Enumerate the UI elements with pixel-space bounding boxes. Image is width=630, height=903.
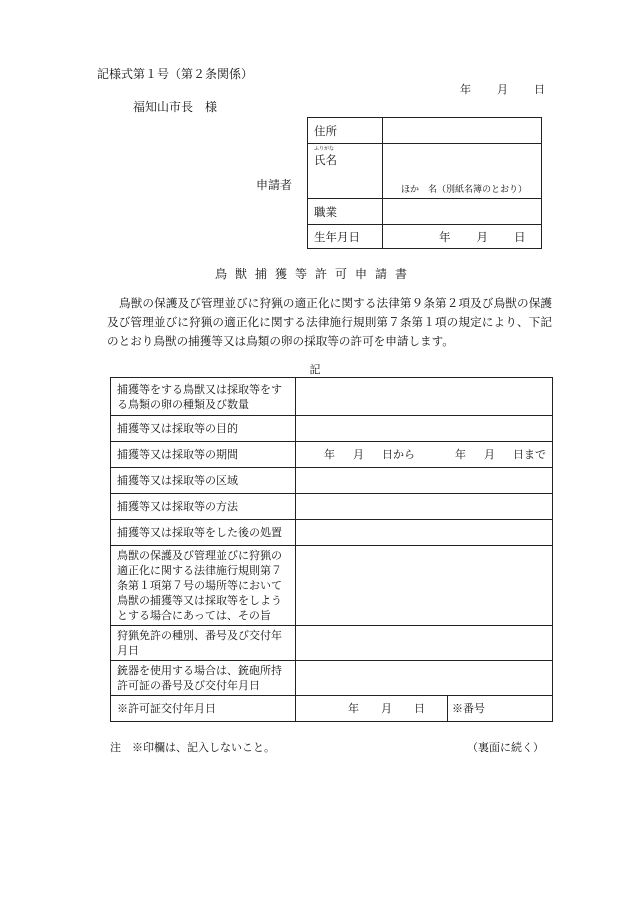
name-note: ほか 名（別紙名簿のとおり）	[400, 185, 527, 195]
period-from-day: 日から	[382, 448, 415, 461]
applicant-table	[307, 117, 542, 249]
disposal-field[interactable]	[296, 520, 553, 546]
permit-month: 月	[381, 702, 392, 715]
license-field[interactable]	[296, 626, 553, 661]
purpose-field[interactable]	[296, 416, 553, 442]
permit-day: 日	[414, 702, 425, 715]
birthdate-field[interactable]	[383, 225, 542, 249]
license-label: 狩猟免許の種別、番号及び交付年月日	[111, 626, 296, 661]
applicant-label: 申請者	[256, 178, 293, 192]
address-field[interactable]	[383, 118, 542, 144]
application-details-table	[110, 377, 553, 722]
addressee: 福知山市長 様	[133, 100, 218, 114]
method-label: 捕獲等又は採取等の方法	[111, 494, 296, 520]
furigana-label: ふりがな	[314, 146, 335, 152]
period-from-month: 月	[353, 448, 364, 461]
period-to-year: 年	[455, 448, 466, 461]
permit-year: 年	[348, 702, 359, 715]
form-number: 記様式第１号（第２条関係）	[97, 67, 254, 81]
permit-date-cell	[296, 696, 553, 722]
birthdate-label: 生年月日	[308, 225, 383, 249]
species-label: 捕獲等をする鳥獣又は採取等をする鳥類の卵の種類及び数量	[111, 378, 296, 416]
date-month: 月	[497, 83, 508, 96]
permit-date-label: ※許可証交付年月日	[111, 696, 296, 722]
name-label: 氏名	[314, 153, 337, 167]
period-label: 捕獲等又は採取等の期間	[111, 442, 296, 468]
purpose-label: 捕獲等又は採取等の目的	[111, 416, 296, 442]
address-label: 住所	[308, 118, 383, 144]
footnote: 注 ※印欄は、記入しないこと。	[110, 741, 275, 754]
species-field[interactable]	[296, 378, 553, 416]
disposal-label: 捕獲等又は採取等をした後の処置	[111, 520, 296, 546]
period-to-month: 月	[484, 448, 495, 461]
date-year: 年	[460, 83, 471, 96]
period-field[interactable]	[296, 442, 553, 468]
reason-field[interactable]	[296, 546, 553, 626]
permit-number-field[interactable]	[447, 696, 552, 721]
name-label-cell	[308, 144, 383, 199]
reason-label: 鳥獣の保護及び管理並びに狩猟の適正化に関する法律施行規則第７条第１項第７号の場所等において鳥獣の捕獲等又は採取等をしようとする場合にあっては、その旨	[111, 546, 296, 626]
permit-date-field[interactable]	[296, 696, 447, 721]
birth-month: 月	[476, 229, 488, 244]
gun-label: 銃器を使用する場合は、銃砲所持許可証の番号及び交付年月日	[111, 661, 296, 696]
period-to-day: 日まで	[513, 448, 546, 461]
permit-number-label: ※番号	[452, 702, 485, 715]
document-title: 鳥獣捕獲等許可申請書	[214, 267, 415, 281]
gun-field[interactable]	[296, 661, 553, 696]
birth-year: 年	[439, 229, 451, 244]
application-statement: 鳥獣の保護及び管理並びに狩猟の適正化に関する法律第９条第２項及び鳥獣の保護及び管理並びに狩猟の適正化に関する法律施行規則第７条第１項の規定により、下記のとおり鳥獣の捕獲等又は鳥類の卵の採取等の許可を申請します。	[107, 296, 552, 348]
method-field[interactable]	[296, 494, 553, 520]
application-date	[460, 81, 545, 97]
birth-day: 日	[514, 229, 526, 244]
period-from-year: 年	[324, 448, 335, 461]
date-day: 日	[534, 83, 545, 96]
area-field[interactable]	[296, 468, 553, 494]
occupation-label: 職業	[308, 199, 383, 225]
area-label: 捕獲等又は採取等の区域	[111, 468, 296, 494]
occupation-field[interactable]	[383, 199, 542, 225]
continued-note: （裏面に続く）	[467, 741, 544, 754]
ki-mark: 記	[309, 363, 321, 376]
name-field[interactable]	[383, 144, 542, 199]
